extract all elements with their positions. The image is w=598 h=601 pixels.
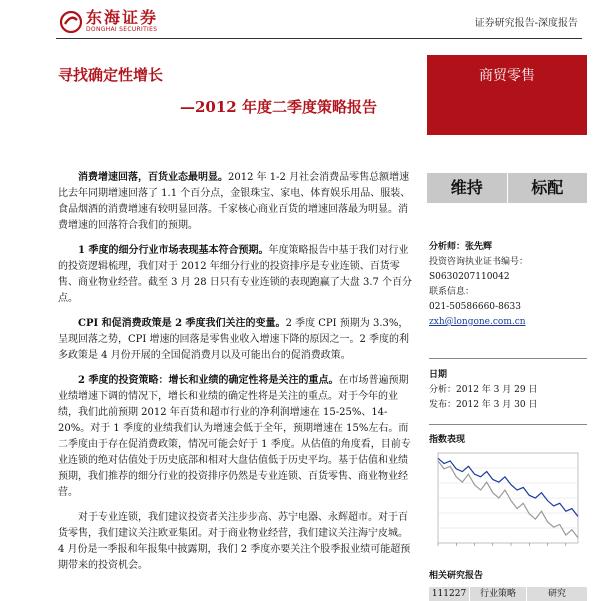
report-title-cell: 研究 <box>547 589 566 599</box>
related-reports-label: 相关研究报告 <box>429 571 484 581</box>
analysis-date: 2012 年 3 月 29 日 <box>456 385 538 395</box>
paragraph-lead: 1 季度的细分行业市场表现基本符合预期。 <box>78 245 269 256</box>
analysis-date-label: 分析： <box>429 385 457 395</box>
report-title: 寻找确定性增长 <box>58 66 164 84</box>
license-number: S0630207110042 <box>429 272 510 282</box>
date-info <box>429 368 587 413</box>
analyst-phone: 021-50586660-8633 <box>429 302 521 312</box>
paragraph-text: 对于专业连锁，我们建议投资者关注步步高、苏宁电器、永辉超市。对于百货零售，我们建议关注欧亚集团。对于商业物业经营，我们建议关注海宁皮城。4 月份是一季报和年报集中披露期，我们 2 季度亦要关注个股季报业绩可能超预期带来的投资机会。 <box>58 512 411 571</box>
chart-series-line <box>438 461 578 538</box>
paragraph <box>58 316 413 364</box>
paragraph <box>58 510 413 574</box>
paragraph-lead: 消费增速回落，百货业态最明显。 <box>78 172 228 183</box>
publish-date-label: 发布： <box>429 400 457 410</box>
header-divider <box>56 38 582 39</box>
license-label: 投资咨询执业证书编号： <box>429 257 529 267</box>
rating-action: 维持 <box>450 178 483 197</box>
date-heading: 日期 <box>429 370 448 380</box>
sector-banner: 商贸零售 <box>427 55 587 135</box>
rating-box <box>427 173 587 203</box>
paragraph-lead: CPI 和促消费政策是 2 季度我们关注的变量。 <box>78 318 286 329</box>
paragraph-text: 2012 年 1-2 月社会消费品零售总额增速比去年同期增速回落了 1.1 个百分点，金银珠宝、家电、体育娱乐用品、服装、食品烟酒的消费增速有较明显回落。千家核心商业百货的增速回落最为明显。消费增速的回落符合我们的预期。 <box>58 172 411 231</box>
paragraph-text: 在市场普遍预期业绩增速下调的情况下，增长和业绩的确定性将是关注的重点。对于今年的业绩，我们此前预期 2012 年百货和超市行业的净利润增速在 15-25%、14-20%。对于 1 季度的业绩我们认为增速会低于全年，预期增速在 15%左右。而二季度由于存在促消费政策，情况可能会好于 1 季度。从估值的角度看，目前专业连锁的绝对估值处于历史底部和相对大盘估值低于历史平均。基于估值和业绩预期，我们推荐的细分行业的投资排序仍然是专业连锁、百货零售、商业物业经营。 <box>58 375 411 498</box>
paragraph <box>58 373 413 501</box>
report-type[interactable]: 行业策略 <box>470 587 527 601</box>
paragraph-text: 2 季度 CPI 预期为 3.3%，呈现回落之势，CPI 增速的回落是零售业收入增速下降的原因之一。2 季度的利多政策是 4 月份开展的全国促消费月以及可能出台的促消费政策。 <box>58 318 410 361</box>
publish-date: 2012 年 3 月 30 日 <box>456 400 538 410</box>
paragraph-lead: 2 季度的投资策略：增长和业绩的确定性将是关注的重点。 <box>78 375 339 386</box>
paragraph <box>58 170 413 234</box>
index-performance-chart <box>432 447 582 555</box>
analyst-info <box>429 240 587 330</box>
report-subtitle: —2012 年度二季度策略报告 <box>180 98 377 116</box>
analyst-email-link[interactable]: zxh@longone.com.cn <box>429 317 526 327</box>
rating-value: 标配 <box>531 178 564 197</box>
side-divider <box>429 424 587 425</box>
report-id: 111227 <box>429 587 470 601</box>
side-divider <box>429 358 587 359</box>
report-body <box>58 170 413 583</box>
chart-series-line <box>438 458 578 516</box>
analyst-name: 张先辉 <box>465 242 493 252</box>
logo-name-cn: 东海证券 <box>86 8 159 27</box>
paragraph-text: 年度策略报告中基于我们对行业的投资逻辑梳理，我们对于 2012 年细分行业的投资排序是专业连锁、百货零售、商业物业经营。截至 3 月 28 日只有专业连锁的表现跑赢了大盘 3.7 个百分点。 <box>58 245 413 304</box>
chart-label: 指数表现 <box>429 435 466 445</box>
related-reports-table <box>429 587 587 601</box>
analyst-label: 分析师： <box>429 242 466 252</box>
paragraph <box>58 243 413 307</box>
contact-label: 联系信息： <box>429 287 475 297</box>
logo-name-en: DONGHAI SECURITIES <box>86 26 158 33</box>
document-type: 证券研究报告-深度报告 <box>474 18 578 29</box>
donghai-logo-icon <box>60 11 82 33</box>
brand-logo <box>60 10 158 33</box>
